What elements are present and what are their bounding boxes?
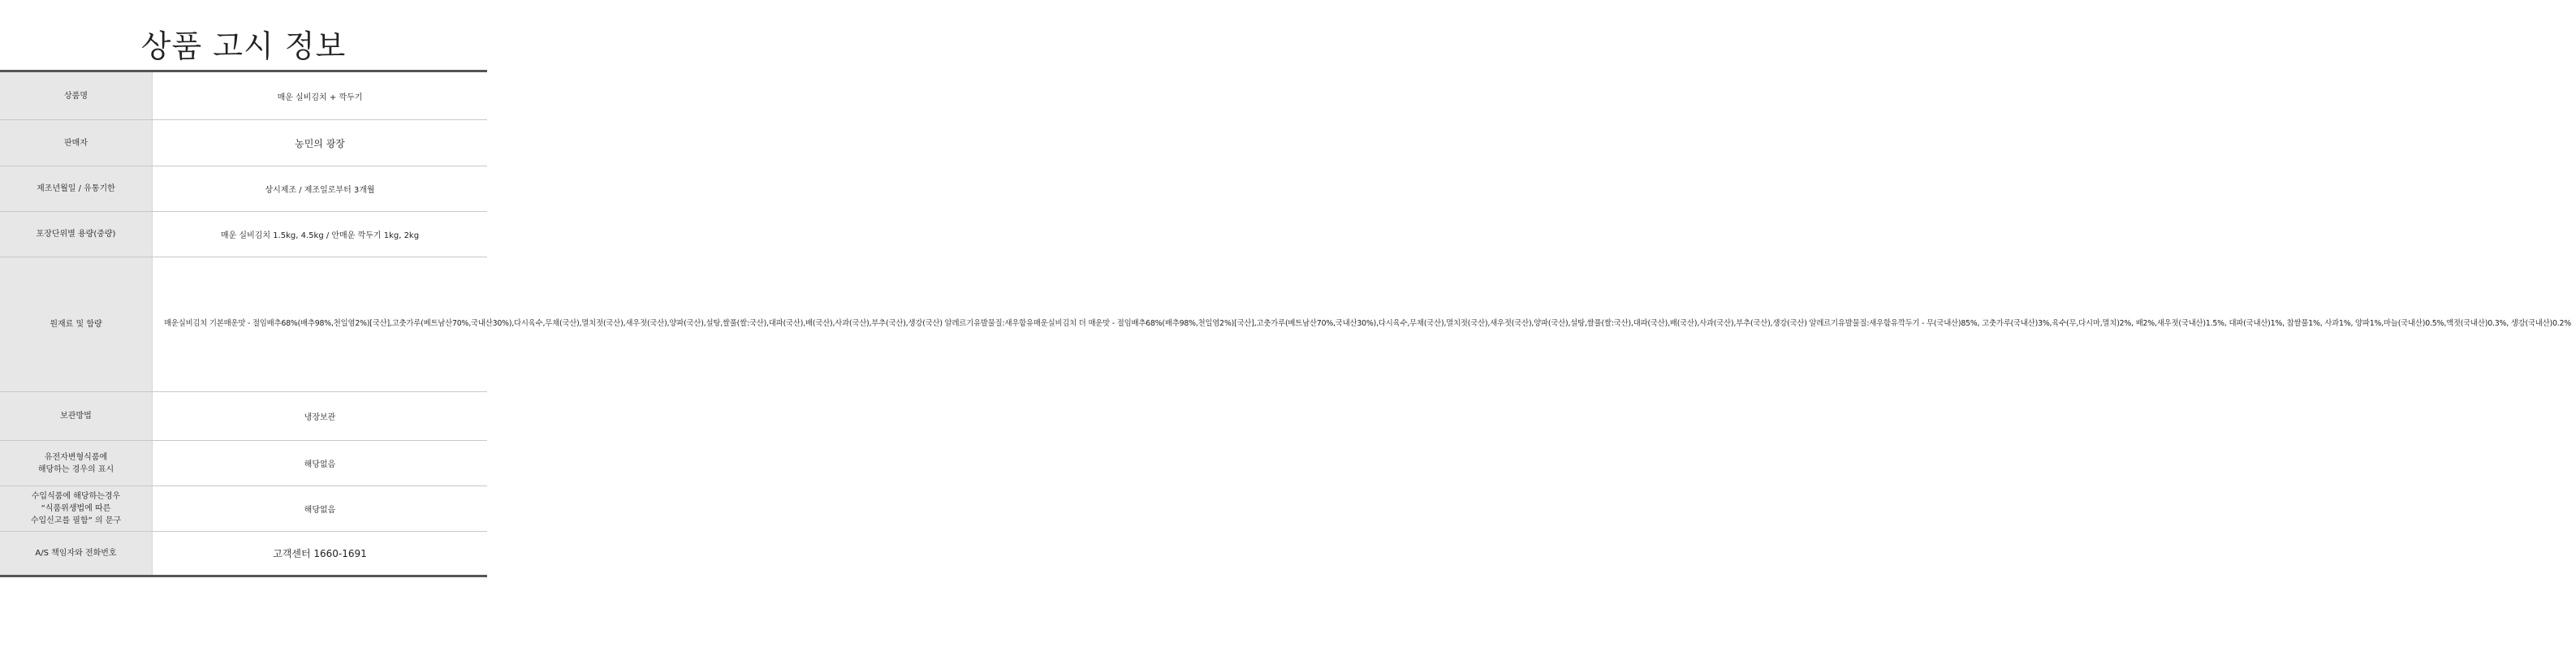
row-label: 보관방법 [0,392,153,440]
table-row-package-weight [0,212,487,257]
row-value: 냉장보관 [304,413,336,422]
table-row-import [0,486,487,532]
table-row-gmo [0,441,487,486]
ingredient-line: 국내산30%),다시육수,무채(국산),멸치젓(국산),새우젓(국산),양파(국산),설탕,쌀풀(쌀:국산), [471,319,769,329]
row-label: 제조년월일 / 유통기한 [0,166,153,211]
table-row-as-contact [0,532,487,577]
row-label [0,441,153,486]
row-label: 원재료 및 함량 [0,257,153,391]
ingredient-line: 새우젓(국내산)1.5%, 대파(국내산)1%, 찹쌀풀1%, 사과1%, 양파1%, [2156,319,2384,329]
ingredient-line: 대파(국산),배(국산),사과(국산),부추(국산),생강(국산) 알레르기유발물질:새우함유 [768,319,1033,329]
label-line: “식품위생법에 따른 [41,504,111,513]
product-info-table [0,70,2571,577]
label-line: 해당하는 경우의 표시 [37,464,114,474]
ingredient-line: (베트남산70%,국내산30%),다시육수,무채(국산),멸치젓(국산),새우젓(국산),양파(국산),설탕, [1284,319,1587,329]
row-label: 포장단위별 용량(중량) [0,212,153,257]
row-value: 농민의 광장 [295,137,345,149]
ingredient-line: 매운실비김치 더 매운맛 - 절임배추68%(배추98%,천일염2%)[국산],고춧가루 [1033,319,1285,329]
row-label: A/S 책임자와 전화번호 [0,532,153,575]
row-value: 해당없음 [304,460,336,469]
label-line: 수입식품에 해당하는경우 [31,492,121,501]
row-value: 매운 실비김치 + 깍두기 [277,93,363,102]
table-row-product-name [0,72,487,120]
ingredients-text [153,257,2576,391]
row-value: 고객센터 1660-1691 [273,548,367,559]
table-row-ingredients [0,257,2571,392]
row-label [0,486,153,531]
ingredient-line: 마늘(국내산)0.5%,액젓(국내산)0.3%, 생강(국내산)0.2% [2384,319,2571,329]
label-line: 수입신고를 필함” 의 문구 [30,516,122,525]
ingredient-line: 매운실비김치 기본매운맛 - 절임배추68%(배추98%,천일염2%)[국산],고춧가루(베트남산70%, [164,319,472,329]
table-row-seller [0,120,487,166]
table-row-storage [0,392,487,441]
table-row-manufacture-date [0,166,487,212]
ingredient-line: 깍두기 - 무(국내산)85%, 고춧가루(국내산)3%,육수(무,다시마,멸치)2%, 배2%, [1897,319,2157,329]
row-value: 해당없음 [304,506,336,515]
ingredient-line: 쌀풀(쌀:국산),대파(국산),배(국산),사과(국산),부추(국산),생강(국산) 알레르기유발물질:새우함유 [1586,319,1898,329]
page-title: 상품 고시 정보 [140,28,347,64]
row-value: 매운 실비김치 1.5kg, 4.5kg / 안매운 깍두기 1kg, 2kg [220,231,420,240]
label-line: 유전자변형식품에 [44,452,108,462]
row-label: 상품명 [0,72,153,119]
row-value: 상시제조 / 제조일로부터 3개월 [265,186,375,195]
row-label: 판매자 [0,120,153,166]
